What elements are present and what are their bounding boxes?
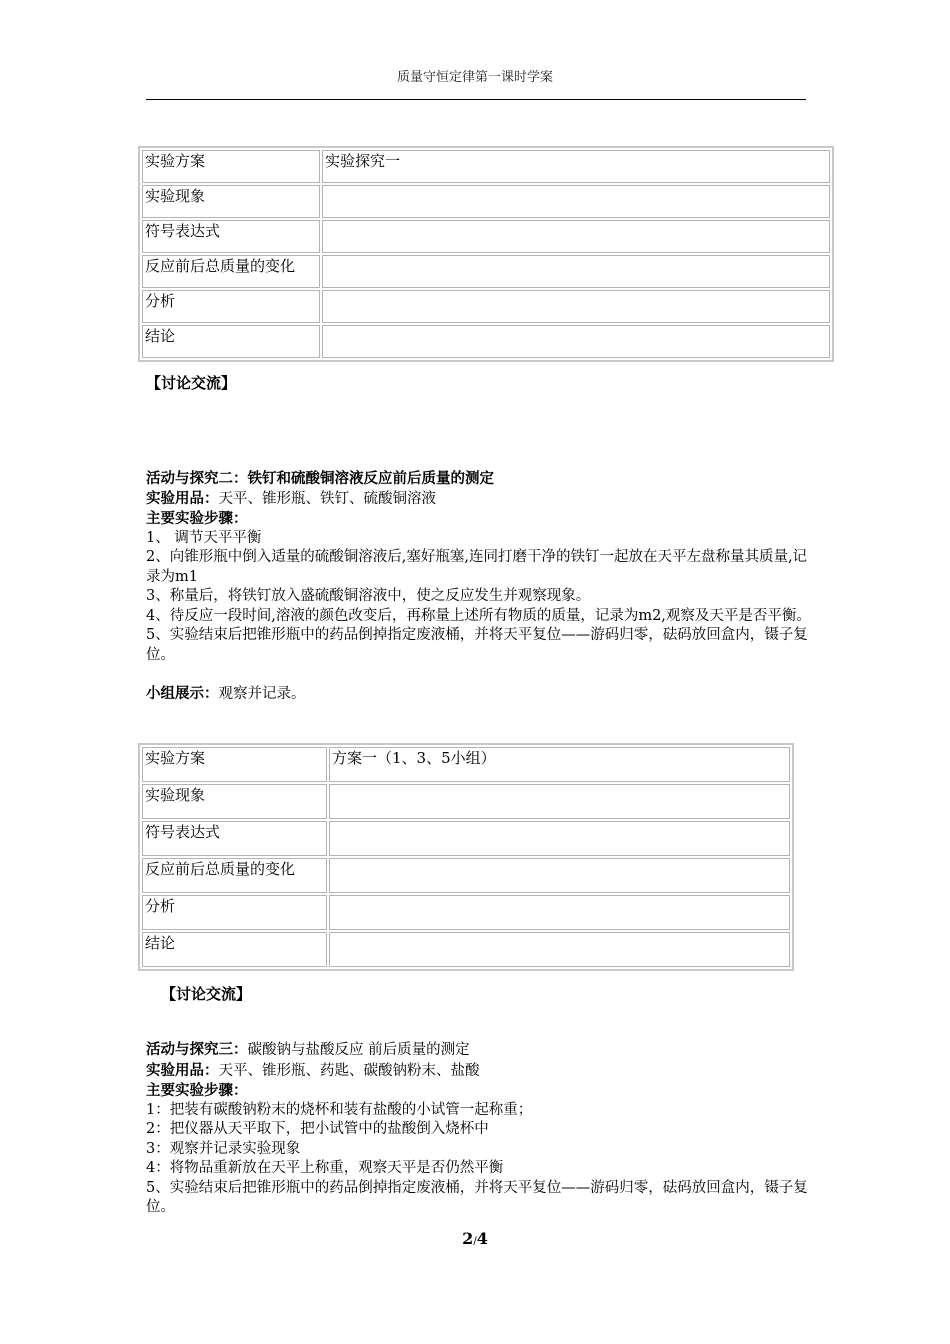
row-label: 反应前后总质量的变化 bbox=[142, 858, 327, 893]
row-value[interactable] bbox=[322, 255, 830, 288]
table-row bbox=[142, 255, 830, 288]
page-number bbox=[0, 1229, 950, 1248]
row-label: 分析 bbox=[142, 895, 327, 930]
table-row bbox=[142, 150, 830, 183]
header-rule bbox=[146, 99, 806, 100]
row-value[interactable] bbox=[329, 821, 790, 856]
activity-2-title: 活动与探究二：铁钉和硫酸铜溶液反应前后质量的测定 bbox=[146, 470, 494, 487]
step-item: 3、称量后，将铁钉放入盛硫酸铜溶液中，使之反应发生并观察现象。 bbox=[146, 588, 591, 604]
experiment-table-1 bbox=[138, 146, 834, 362]
materials-text: 天平、锥形瓶、铁钉、硫酸铜溶液 bbox=[218, 490, 436, 507]
discussion-heading-1: 【讨论交流】 bbox=[146, 374, 237, 392]
total-pages: 4 bbox=[476, 1229, 488, 1248]
row-label: 实验方案 bbox=[142, 150, 320, 183]
row-value[interactable]: 实验探究一 bbox=[322, 150, 830, 183]
page-separator: / bbox=[473, 1236, 477, 1247]
materials-label: 实验用品： bbox=[146, 1061, 219, 1079]
discussion-heading-2: 【讨论交流】 bbox=[161, 985, 252, 1003]
table-row bbox=[142, 821, 790, 856]
row-label: 符号表达式 bbox=[142, 220, 320, 253]
row-value[interactable] bbox=[329, 895, 790, 930]
materials-label: 实验用品： bbox=[146, 489, 219, 507]
row-value[interactable] bbox=[329, 784, 790, 819]
activity-3-title-label: 活动与探究三： bbox=[146, 1041, 248, 1058]
row-value[interactable] bbox=[322, 290, 830, 323]
group-text: 观察并记录。 bbox=[218, 686, 306, 702]
page-header-title: 质量守恒定律第一课时学案 bbox=[396, 70, 553, 85]
row-value[interactable] bbox=[322, 185, 830, 218]
activity-3-materials bbox=[146, 1061, 811, 1082]
row-label: 实验方案 bbox=[142, 747, 327, 782]
table-row bbox=[142, 220, 830, 253]
step-item: 1：把装有碳酸钠粉末的烧杯和装有盐酸的小试管一起称重； bbox=[146, 1101, 533, 1118]
row-value[interactable]: 方案一（1、3、5小组） bbox=[329, 747, 790, 782]
row-label: 结论 bbox=[142, 932, 327, 967]
activity-3-title-text: 碳酸钠与盐酸反应 前后质量的测定 bbox=[247, 1042, 470, 1058]
step-item: 5、实验结束后把锥形瓶中的药品倒掉指定废液桶，并将天平复位——游码归零，砝码放回盒内，镊子复位。 bbox=[146, 627, 808, 663]
group-display bbox=[146, 684, 811, 705]
activity-3-section bbox=[146, 1040, 811, 1218]
step-item: 1、 调节天平平衡 bbox=[146, 529, 262, 546]
steps-label: 主要实验步骤： bbox=[146, 1082, 248, 1099]
row-label: 实验现象 bbox=[142, 784, 327, 819]
step-item: 5、实验结束后把锥形瓶中的药品倒掉指定废液桶，并将天平复位——游码归零，砝码放回盒内，镊子复位。 bbox=[146, 1179, 808, 1215]
table-row bbox=[142, 325, 830, 358]
materials-text: 天平、锥形瓶、药匙、碳酸钠粉末、盐酸 bbox=[218, 1062, 480, 1079]
row-value[interactable] bbox=[322, 325, 830, 358]
activity-3-title bbox=[146, 1040, 811, 1061]
steps-label: 主要实验步骤： bbox=[146, 510, 248, 527]
step-item: 2、向锥形瓶中倒入适量的硫酸铜溶液后,塞好瓶塞,连同打磨干净的铁钉一起放在天平左盘称量其质量,记录为m1 bbox=[146, 549, 808, 585]
row-value[interactable] bbox=[322, 220, 830, 253]
activity-2-section bbox=[146, 469, 811, 705]
table-row bbox=[142, 747, 790, 782]
row-label: 实验现象 bbox=[142, 185, 320, 218]
row-label: 分析 bbox=[142, 290, 320, 323]
experiment-table-2 bbox=[138, 743, 794, 971]
row-value[interactable] bbox=[329, 858, 790, 893]
step-item: 2：把仪器从天平取下，把小试管中的盐酸倒入烧杯中 bbox=[146, 1121, 489, 1137]
row-label: 符号表达式 bbox=[142, 821, 327, 856]
table-row bbox=[142, 290, 830, 323]
row-label: 结论 bbox=[142, 325, 320, 358]
group-label: 小组展示： bbox=[146, 685, 219, 702]
current-page: 2 bbox=[462, 1229, 474, 1248]
step-item: 4：将物品重新放在天平上称重，观察天平是否仍然平衡 bbox=[146, 1160, 504, 1176]
activity-2-materials bbox=[146, 489, 811, 510]
table-row bbox=[142, 895, 790, 930]
row-value[interactable] bbox=[329, 932, 790, 967]
row-label: 反应前后总质量的变化 bbox=[142, 255, 320, 288]
table-row bbox=[142, 185, 830, 218]
table-row bbox=[142, 858, 790, 893]
table-row bbox=[142, 784, 790, 819]
table-row bbox=[142, 932, 790, 967]
step-item: 3：观察并记录实验现象 bbox=[146, 1140, 301, 1157]
step-item: 4、待反应一段时间,溶液的颜色改变后，再称量上述所有物质的质量，记录为m2,观察及天平是否平衡。 bbox=[146, 607, 811, 624]
